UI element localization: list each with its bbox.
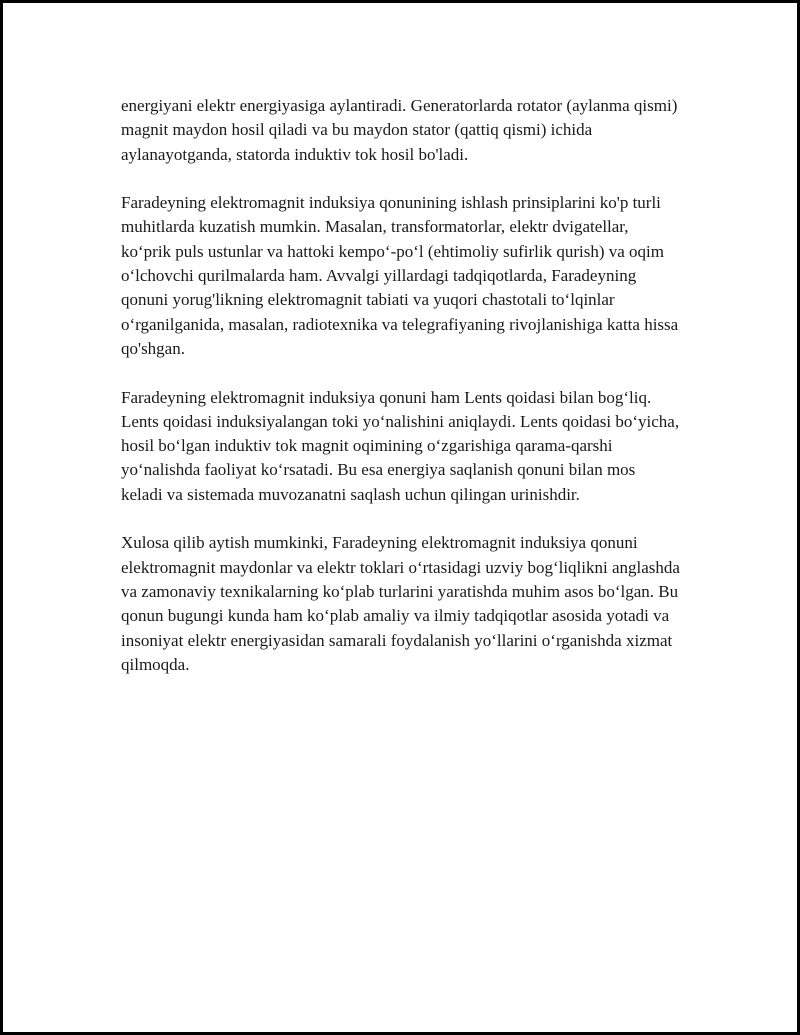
paragraph-3: Faradeyning elektromagnit induksiya qonuni ham Lents qoidasi bilan bogʻliq. Lents qoidasi induksiyalangan toki yoʻnalishini aniqlaydi. Lents qoidasi boʻyicha, hosil boʻlgan induktiv tok magnit oqimining oʻzgarishiga qarama-qarshi yoʻnalishda faoliyat koʻrsatadi. Bu esa energiya saqlanish qonuni bilan mos keladi va sistemada muvozanatni saqlash uchun qilingan urinishdir. bbox=[121, 387, 680, 504]
document-body bbox=[121, 94, 681, 701]
paragraph-2: Faradeyning elektromagnit induksiya qonunining ishlash prinsiplarini ko'p turli muhitlarda kuzatish mumkin. Masalan, transformatorlar, elektr dvigatellar, koʻprik puls ustunlar va hattoki kempoʻ-poʻl (ehtimoliy sufirlik qurish) va oqim oʻlchovchi qurilmalarda ham. Avvalgi yillardagi tadqiqotlarda, Faradeyning qonuni yorug'likning elektromagnit tabiati va yuqori chastotali toʻlqinlar oʻrganilganida, masalan, radiotexnika va telegrafiyaning rivojlanishiga katta hissa qo'shgan. bbox=[121, 193, 679, 358]
paragraph-4: Xulosa qilib aytish mumkinki, Faradeyning elektromagnit induksiya qonuni elektromagnit maydonlar va elektr toklari oʻrtasidagi uzviy bogʻliqlikni anglashda va zamonaviy texnikalarning koʻplab turlarini yaratishda muhim asos boʻlgan. Bu qonun bugungi kunda ham koʻplab amaliy va ilmiy tadqiqotlar asosida yotadi va insoniyat elektr energiyasidan samarali foydalanish yoʻllarini oʻrganishda xizmat qilmoqda. bbox=[121, 533, 680, 674]
paragraph-1: energiyani elektr energiyasiga aylantiradi. Generatorlarda rotator (aylanma qismi) magnit maydon hosil qiladi va bu maydon stator (qattiq qismi) ichida aylanayotganda, statorda induktiv tok hosil bo'ladi. bbox=[121, 96, 678, 164]
